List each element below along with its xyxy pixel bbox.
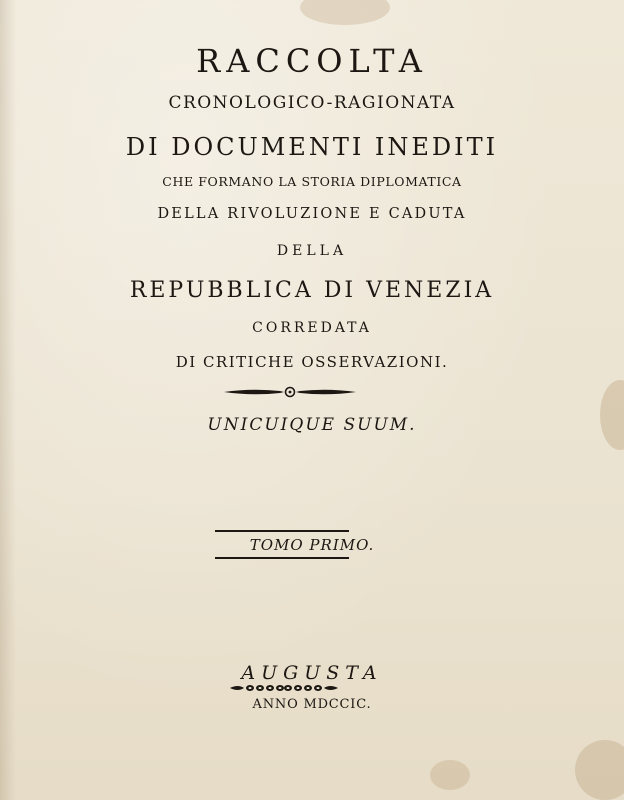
motto: UNICUIQUE SUUM. xyxy=(207,415,417,435)
book-title: RACCOLTA xyxy=(196,42,428,80)
foxing-stain xyxy=(300,0,390,25)
subtitle-line-5: DELLA xyxy=(276,243,348,259)
subtitle-line-7: CORREDATA xyxy=(252,320,372,336)
subtitle-line-3: CHE FORMANO LA STORIA DIPLOMATICA xyxy=(162,174,462,189)
subtitle-line-8: DI CRITICHE OSSERVAZIONI. xyxy=(175,353,449,371)
foxing-stain xyxy=(430,760,470,790)
subtitle-line-1: CRONOLOGICO-RAGIONATA xyxy=(168,93,456,113)
subtitle-line-4: DELLA RIVOLUZIONE E CADUTA xyxy=(157,206,467,222)
imprint-place: AUGUSTA xyxy=(241,662,383,684)
volume-label: TOMO PRIMO. xyxy=(249,536,375,554)
imprint-year: ANNO MDCCIC. xyxy=(252,697,372,712)
foxing-stain xyxy=(575,740,624,800)
ornament-divider-icon xyxy=(222,384,358,400)
bottom-rule xyxy=(215,557,349,559)
top-rule xyxy=(215,530,349,532)
subtitle-line-6: REPUBBLICA DI VENEZIA xyxy=(129,278,495,303)
ornament-chain-icon xyxy=(228,682,340,694)
subtitle-line-2: DI DOCUMENTI INEDITI xyxy=(125,133,499,161)
